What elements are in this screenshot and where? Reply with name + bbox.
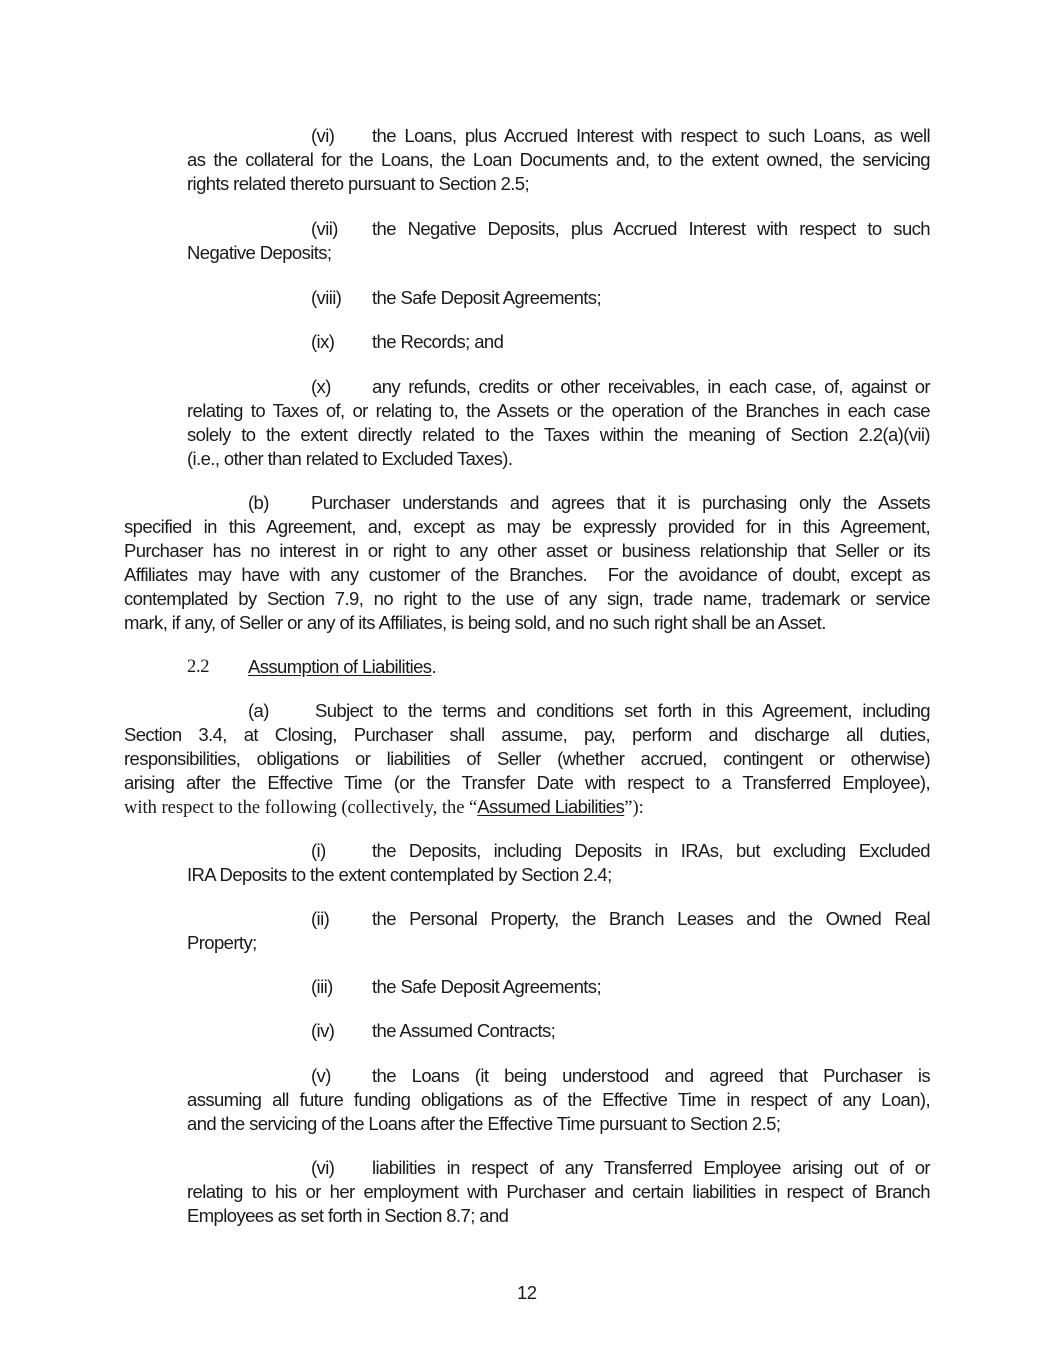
- item-text-line: the Negative Deposits, plus Accrued Interest with respect to such: [372, 218, 930, 239]
- item-text-line: solely to the extent directly related to the Taxes within the meaning of Section 2.2(a)(vii): [187, 424, 930, 445]
- paragraph-marker: (b): [248, 492, 269, 513]
- defined-term-close: ”):: [624, 798, 644, 818]
- item-text-line: and the servicing of the Loans after the Effective Time pursuant to Section 2.5;: [187, 1113, 781, 1134]
- item-marker: (v): [311, 1065, 331, 1086]
- section-heading: [248, 655, 436, 679]
- item-text-line: as the collateral for the Loans, the Loan Documents and, to the extent owned, the servicing: [187, 149, 930, 170]
- paragraph-text-line: [124, 795, 644, 820]
- page-number: 12: [517, 1282, 537, 1303]
- paragraph-text-line: specified in this Agreement, and, except as may be expressly provided for in this Agreement,: [124, 516, 930, 537]
- paragraph-text-line: Purchaser understands and agrees that it is purchasing only the Assets: [311, 492, 930, 513]
- item-text-line: the Loans (it being understood and agreed that Purchaser is: [372, 1065, 930, 1086]
- defined-term-intro: with respect to the following (collectively, the “: [124, 798, 478, 818]
- item-text-line: the Loans, plus Accrued Interest with respect to such Loans, as well: [372, 125, 930, 146]
- item-text-line: the Personal Property, the Branch Leases and the Owned Real: [372, 908, 930, 929]
- item-marker: (vi): [311, 125, 335, 146]
- item-marker: (iii): [311, 976, 333, 997]
- defined-term: Assumed Liabilities: [477, 796, 625, 817]
- item-text-line: Employees as set forth in Section 8.7; and: [187, 1205, 509, 1226]
- item-marker: (viii): [311, 287, 342, 308]
- item-text-line: liabilities in respect of any Transferred Employee arising out of or: [372, 1157, 930, 1178]
- paragraph-text-line: contemplated by Section 7.9, no right to the use of any sign, trade name, trademark or service: [124, 588, 930, 609]
- item-marker: (iv): [311, 1020, 335, 1041]
- item-marker: (i): [311, 840, 326, 861]
- section-title: Assumption of Liabilities: [248, 656, 432, 677]
- paragraph-text-line: Subject to the terms and conditions set forth in this Agreement, including: [315, 700, 930, 721]
- item-text-line: (i.e., other than related to Excluded Taxes).: [187, 448, 513, 469]
- paragraph-text-line: arising after the Effective Time (or the Transfer Date with respect to a Transferred Employee),: [124, 772, 930, 793]
- section-number: 2.2: [187, 657, 210, 677]
- paragraph-marker: (a): [248, 700, 269, 721]
- paragraph-text-line: responsibilities, obligations or liabilities of Seller (whether accrued, contingent or otherwise): [124, 748, 930, 769]
- item-marker: (vii): [311, 218, 338, 239]
- item-text-line: rights related thereto pursuant to Section 2.5;: [187, 173, 530, 194]
- item-text-line: Negative Deposits;: [187, 242, 332, 263]
- paragraph-text-line: mark, if any, of Seller or any of its Affiliates, is being sold, and no such right shall be an Asset.: [124, 612, 826, 633]
- item-marker: (vi): [311, 1157, 335, 1178]
- item-text-line: the Records; and: [372, 331, 504, 352]
- item-text-line: relating to his or her employment with Purchaser and certain liabilities in respect of Branch: [187, 1181, 930, 1202]
- item-marker: (x): [311, 376, 331, 397]
- item-text-line: assuming all future funding obligations as of the Effective Time in respect of any Loan),: [187, 1089, 930, 1110]
- item-marker: (ii): [311, 908, 330, 929]
- item-text-line: relating to Taxes of, or relating to, the Assets or the operation of the Branches in each case: [187, 400, 930, 421]
- item-text-line: the Safe Deposit Agreements;: [372, 287, 601, 308]
- item-text-line: Property;: [187, 932, 257, 953]
- item-text-line: IRA Deposits to the extent contemplated by Section 2.4;: [187, 864, 612, 885]
- item-marker: (ix): [311, 331, 335, 352]
- paragraph-text-line: Section 3.4, at Closing, Purchaser shall assume, pay, perform and discharge all duties,: [124, 724, 930, 745]
- item-text-line: the Assumed Contracts;: [372, 1020, 556, 1041]
- section-title-period: .: [431, 656, 437, 677]
- paragraph-text-line: Affiliates may have with any customer of the Branches. For the avoidance of doubt, except as: [124, 564, 930, 585]
- item-text-line: the Deposits, including Deposits in IRAs, but excluding Excluded: [372, 840, 930, 861]
- paragraph-text-line: Purchaser has no interest in or right to any other asset or business relationship that Seller or its: [124, 540, 930, 561]
- item-text-line: any refunds, credits or other receivables, in each case, of, against or: [372, 376, 930, 397]
- item-text-line: the Safe Deposit Agreements;: [372, 976, 601, 997]
